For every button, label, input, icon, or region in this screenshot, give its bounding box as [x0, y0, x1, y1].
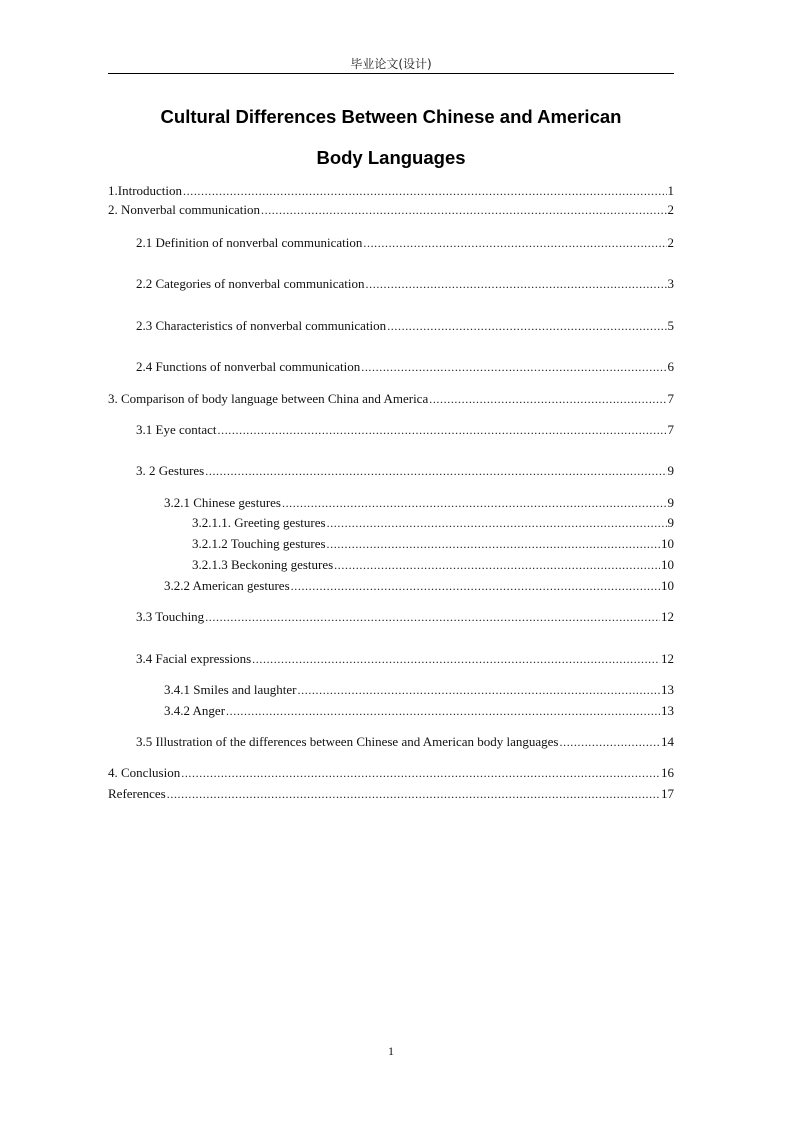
toc-entry-page: 12 [661, 609, 674, 624]
toc-entry-page: 14 [661, 734, 674, 749]
toc-entry-label: 2.3 Characteristics of nonverbal communication [136, 318, 387, 333]
toc-entry-page: 16 [661, 765, 674, 780]
toc-entry[interactable] [108, 765, 674, 781]
toc-entry-label: References [108, 786, 166, 801]
toc-entry-page: 5 [667, 318, 674, 333]
toc-dot-leader [387, 318, 666, 334]
toc-entry[interactable] [164, 495, 674, 511]
toc-entry-page: 9 [667, 515, 674, 530]
toc-entry-page: 13 [661, 703, 674, 718]
toc-entry-label: 3.4.2 Anger [164, 703, 226, 718]
toc-entry-label: 3.2.1.3 Beckoning gestures [192, 557, 334, 572]
toc-dot-leader [205, 609, 660, 625]
toc-dot-leader [363, 235, 666, 251]
toc-entry-page: 7 [667, 391, 674, 406]
toc-entry[interactable] [164, 703, 674, 719]
toc-dot-leader [183, 183, 666, 199]
toc-entry[interactable] [192, 536, 674, 552]
toc-entry-label: 3.3 Touching [136, 609, 205, 624]
toc-dot-leader [327, 515, 667, 531]
toc-entry-label: 3.4 Facial expressions [136, 651, 252, 666]
toc-entry-page: 7 [667, 422, 674, 437]
toc-entry-label: 3.1 Eye contact [136, 422, 217, 437]
toc-entry-page: 2 [667, 202, 674, 217]
toc-entry-label: 2.4 Functions of nonverbal communication [136, 359, 361, 374]
toc-entry[interactable] [108, 786, 674, 802]
page-number: 1 [388, 1044, 394, 1058]
toc-entry[interactable] [136, 651, 674, 667]
toc-dot-leader [361, 359, 666, 375]
toc-dot-leader [181, 765, 660, 781]
toc-entry[interactable] [136, 422, 674, 438]
toc-entry-page: 6 [667, 359, 674, 374]
toc-entry-page: 10 [661, 578, 674, 593]
header-divider [108, 73, 674, 74]
toc-dot-leader [205, 463, 666, 479]
toc-dot-leader [429, 391, 666, 407]
toc-dot-leader [298, 682, 660, 698]
toc-entry-page: 1 [667, 183, 674, 198]
toc-entry[interactable] [192, 557, 674, 573]
toc-entry[interactable] [136, 318, 674, 334]
toc-entry-label: 3.5 Illustration of the differences between Chinese and American body languages [136, 734, 559, 749]
toc-dot-leader [282, 495, 667, 511]
toc-entry[interactable] [136, 463, 674, 479]
toc-entry[interactable] [136, 609, 674, 625]
toc-entry[interactable] [108, 183, 674, 199]
toc-entry[interactable] [108, 202, 674, 218]
toc-dot-leader [261, 202, 667, 218]
toc-entry[interactable] [192, 515, 674, 531]
toc-dot-leader [334, 557, 660, 573]
toc-entry-page: 17 [661, 786, 674, 801]
toc-entry-page: 13 [661, 682, 674, 697]
toc-entry[interactable] [136, 359, 674, 375]
toc-entry[interactable] [164, 682, 674, 698]
toc-dot-leader [327, 536, 660, 552]
toc-entry-label: 3. 2 Gestures [136, 463, 205, 478]
toc-entry-label: 2.2 Categories of nonverbal communication [136, 276, 365, 291]
toc-entry[interactable] [136, 276, 674, 292]
toc-entry-page: 10 [661, 536, 674, 551]
toc-dot-leader [252, 651, 660, 667]
toc-dot-leader [226, 703, 660, 719]
page-header: 毕业论文(设计) [350, 57, 432, 71]
toc-entry-label: 2.1 Definition of nonverbal communication [136, 235, 363, 250]
toc-entry-page: 12 [661, 651, 674, 666]
toc-entry-label: 3.2.1.2 Touching gestures [192, 536, 326, 551]
toc-dot-leader [366, 276, 667, 292]
toc-dot-leader [167, 786, 660, 802]
toc-entry-label: 3.2.1.1. Greeting gestures [192, 515, 326, 530]
toc-entry-page: 3 [667, 276, 674, 291]
toc-entry-label: 4. Conclusion [108, 765, 181, 780]
toc-entry-label: 3.4.1 Smiles and laughter [164, 682, 297, 697]
document-title-line-2: Body Languages [316, 147, 466, 168]
toc-dot-leader [218, 422, 667, 438]
toc-entry-label: 2. Nonverbal communication [108, 202, 260, 217]
toc-dot-leader [560, 734, 661, 750]
toc-entry[interactable] [164, 578, 674, 594]
toc-entry[interactable] [136, 734, 674, 750]
toc-entry-page: 10 [661, 557, 674, 572]
toc-entry[interactable] [136, 235, 674, 251]
toc-dot-leader [291, 578, 660, 594]
toc-entry-label: 3.2.1 Chinese gestures [164, 495, 281, 510]
toc-entry-label: 3.2.2 American gestures [164, 578, 290, 593]
toc-entry-page: 9 [667, 463, 674, 478]
toc-entry[interactable] [108, 391, 674, 407]
toc-entry-label: 1.Introduction [108, 183, 183, 198]
document-title-line-1: Cultural Differences Between Chinese and American [160, 106, 622, 127]
toc-entry-page: 9 [667, 495, 674, 510]
toc-entry-page: 2 [667, 235, 674, 250]
toc-entry-label: 3. Comparison of body language between China and America [108, 391, 429, 406]
